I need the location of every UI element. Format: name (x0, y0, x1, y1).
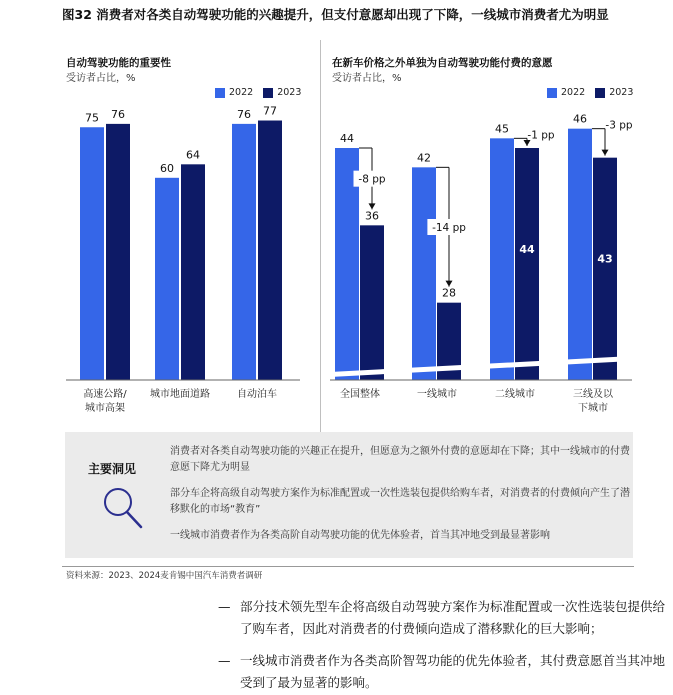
category-label: 自动泊车 (237, 389, 277, 400)
insight-point-1: 消费者对各类自动驾驶功能的兴趣正在提升，但愿意为之额外付费的意愿却在下降；其中一线城市的付费意愿下降尤为明显 (170, 446, 630, 473)
left-chart-title: 自动驾驶功能的重要性 (66, 57, 171, 69)
bar-value-label: 36 (365, 209, 379, 223)
category-label: 城市高架 (85, 403, 125, 414)
bar-value-label: 75 (85, 111, 99, 125)
arrow-head (602, 150, 609, 156)
bar-value-label: 44 (519, 243, 535, 256)
bar-2022 (412, 167, 436, 380)
bar-2023 (360, 225, 384, 380)
category-label: 下城市 (578, 403, 608, 414)
category-label: 全国整体 (340, 389, 380, 400)
bar-2023 (593, 158, 617, 380)
change-label: -3 pp (605, 119, 633, 132)
bar-value-label: 43 (597, 252, 613, 266)
note-text-1: 部分技术领先型车企将高级自动驾驶方案作为标准配置或一次性选装包提供给了购车者，因此对消费者的付费倾向造成了潜移默化的巨大影响； (240, 599, 666, 636)
bar-value-label: 64 (186, 148, 200, 162)
right-chart-title: 在新车价格之外单独为自动驾驶功能付费的意愿 (332, 57, 553, 69)
note-item-2 (218, 650, 668, 694)
change-label: -14 pp (432, 222, 466, 234)
bar-value-label: 45 (495, 122, 509, 136)
figure-title: 图32 消费者对各类自动驾驶功能的兴趣提升，但支付意愿却出现了下降，一线城市消费者尤为明显 (62, 7, 609, 22)
category-label: 高速公路/ (83, 389, 127, 400)
legend-item-2022: 2022 (547, 87, 585, 98)
magnifier-icon (96, 482, 148, 534)
bar-value-label: 28 (442, 286, 456, 300)
source-note: 资料来源：2023、2024麦肯锡中国汽车消费者调研 (66, 571, 263, 581)
note-dash: — (218, 599, 231, 614)
insight-heading: 主要洞见 (88, 462, 137, 476)
bar-value-label: 60 (160, 161, 174, 175)
left-chart-unit: 受访者占比，% (66, 73, 136, 84)
legend-item-2022: 2022 (215, 87, 253, 98)
bar-2022 (490, 138, 514, 380)
category-label: 三线及以 (573, 389, 613, 400)
note-item-1 (218, 596, 668, 640)
bar-value-label: 76 (111, 107, 125, 121)
bar-value-label: 44 (340, 132, 354, 145)
insight-point-2: 部分车企将高级自动驾驶方案作为标准配置或一次性选装包提供给购车者，对消费者的付费倾向产生了潜移默化的市场“教育” (170, 488, 630, 515)
category-label: 城市地面道路 (150, 389, 210, 400)
legend-item-2023: 2023 (595, 87, 633, 98)
bar-2023 (515, 148, 539, 380)
note-text-2: 一线城市消费者作为各类高阶智驾功能的优先体验者，其付费意愿首当其冲地受到了最为显著的影响。 (240, 653, 666, 690)
right-chart-unit: 受访者占比，% (332, 73, 402, 84)
change-label: -8 pp (358, 173, 386, 186)
category-label: 一线城市 (417, 389, 457, 400)
bar-value-label: 76 (237, 107, 251, 121)
bar-2022 (568, 129, 592, 380)
category-label: 二线城市 (495, 389, 535, 400)
change-label: -1 pp (527, 129, 555, 142)
bar-value-label: 46 (573, 112, 587, 126)
bar-value-label: 77 (263, 104, 277, 118)
bar-value-label: 42 (417, 151, 431, 165)
legend-item-2023: 2023 (263, 87, 301, 98)
source-rule (62, 566, 634, 567)
insight-point-3: 一线城市消费者作为各类高阶自动驾驶功能的优先体验者，首当其冲地受到最显著影响 (170, 530, 550, 541)
note-dash: — (218, 653, 231, 668)
